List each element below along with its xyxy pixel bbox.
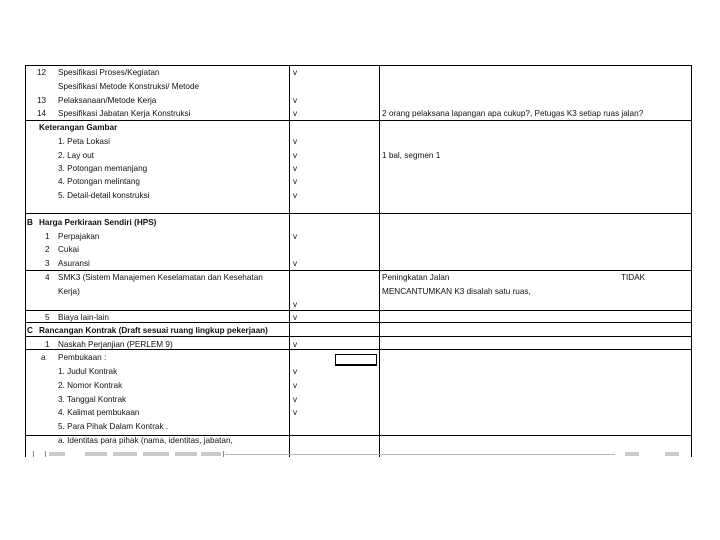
sheet-tab[interactable] <box>85 452 107 456</box>
row-text: Spesifikasi Jabatan Kerja Konstruksi <box>58 109 191 118</box>
section-heading: Harga Perkiraan Sendiri (HPS) <box>39 218 157 227</box>
row-text: Perpajakan <box>58 232 100 241</box>
row-note-extra: TIDAK <box>621 273 646 282</box>
row-note: MENCANTUMKAN K3 disalah satu ruas, <box>382 287 531 296</box>
grid-line-row <box>25 120 692 121</box>
row-check: v <box>293 300 298 309</box>
grid-line-row <box>25 336 692 337</box>
section-letter: B <box>27 218 33 227</box>
section-heading: Keterangan Gambar <box>39 123 118 132</box>
row-number: 4 <box>45 273 50 282</box>
grid-line-right <box>691 65 692 457</box>
row-text: 3. Tanggal Kontrak <box>58 395 127 404</box>
row-number: 5 <box>45 313 50 322</box>
row-text: Naskah Perjanjian (PERLEM 9) <box>58 340 173 349</box>
row-number: 12 <box>37 68 47 77</box>
row-text: SMK3 (Sistem Manajemen Keselamatan dan Kesehatan <box>58 273 263 282</box>
row-number: 2 <box>45 245 50 254</box>
sheet-tab[interactable] <box>143 452 169 456</box>
row-check: v <box>293 367 298 376</box>
grid-line-row <box>25 213 692 214</box>
row-number: 14 <box>37 109 47 118</box>
sheet-tab-bar <box>25 450 693 458</box>
row-check: v <box>293 395 298 404</box>
grid-line-row <box>25 310 692 311</box>
row-text: 5. Detail-detail konstruksi <box>58 191 150 200</box>
row-text: 1. Judul Kontrak <box>58 367 118 376</box>
row-number: 1 <box>45 340 50 349</box>
sheet-tab[interactable] <box>113 452 137 456</box>
row-text: Pelaksanaan/Metode Kerja <box>58 96 157 105</box>
row-check: v <box>293 381 298 390</box>
sheet-tab[interactable] <box>201 452 221 456</box>
row-text: 5. Para Pihak Dalam Kontrak . <box>58 422 169 431</box>
row-check: v <box>293 313 298 322</box>
sheet-tab[interactable] <box>49 452 65 456</box>
row-check: v <box>293 177 298 186</box>
row-check: v <box>293 96 298 105</box>
row-number: a <box>41 353 46 362</box>
row-text: Spesifikasi Metode Konstruksi/ Metode <box>58 82 200 91</box>
selected-cell[interactable] <box>335 354 377 366</box>
grid-line-top <box>25 65 692 66</box>
row-note: 1 bal, segmen 1 <box>382 151 441 160</box>
row-check: v <box>293 259 298 268</box>
tab-separator <box>33 451 34 457</box>
row-text: Asuransi <box>58 259 90 268</box>
section-heading: Rancangan Kontrak (Draft sesuai ruang lingkup pekerjaan) <box>39 326 268 335</box>
grid-line-row <box>25 270 692 271</box>
grid-line-check-left <box>289 65 290 457</box>
row-text: 2. Nomor Kontrak <box>58 381 123 390</box>
scroll-arrow[interactable] <box>665 452 679 456</box>
section-letter: C <box>27 326 33 335</box>
row-check: v <box>293 137 298 146</box>
row-text: a. Identitas para pihak (nama, identitas, jabatan, <box>58 436 233 445</box>
row-note: Peningkatan Jalan <box>382 273 450 282</box>
row-number: 13 <box>37 96 47 105</box>
row-check: v <box>293 68 298 77</box>
grid-line-check-right <box>379 65 380 457</box>
row-text: 3. Potongan memanjang <box>58 164 148 173</box>
row-number: 3 <box>45 259 50 268</box>
row-text: 4. Potongan melintang <box>58 177 140 186</box>
row-note: 2 orang pelaksana lapangan apa cukup?, Petugas K3 setiap ruas jalan? <box>382 109 644 118</box>
row-text: 1. Peta Lokasi <box>58 137 110 146</box>
horizontal-scrollbar[interactable] <box>225 454 615 455</box>
row-text: Biaya lain-lain <box>58 313 109 322</box>
row-text: Pembukaan : <box>58 353 107 362</box>
row-text: 2. Lay out <box>58 151 94 160</box>
grid-line-left <box>25 65 26 457</box>
scroll-arrow[interactable] <box>625 452 639 456</box>
row-check: v <box>293 232 298 241</box>
row-text: 4. Kalimat pembukaan <box>58 408 140 417</box>
row-check: v <box>293 164 298 173</box>
grid-line-row <box>25 322 692 323</box>
row-check: v <box>293 408 298 417</box>
row-number: 1 <box>45 232 50 241</box>
tab-separator <box>223 451 224 457</box>
row-text: Cukai <box>58 245 79 254</box>
row-text: Spesifikasi Proses/Kegiatan <box>58 68 160 77</box>
row-check: v <box>293 151 298 160</box>
tab-separator <box>45 451 46 457</box>
spreadsheet-grid <box>25 64 693 457</box>
row-text: Kerja) <box>58 287 80 296</box>
row-check: v <box>293 340 298 349</box>
row-check: v <box>293 109 298 118</box>
row-check: v <box>293 191 298 200</box>
sheet-tab[interactable] <box>175 452 197 456</box>
